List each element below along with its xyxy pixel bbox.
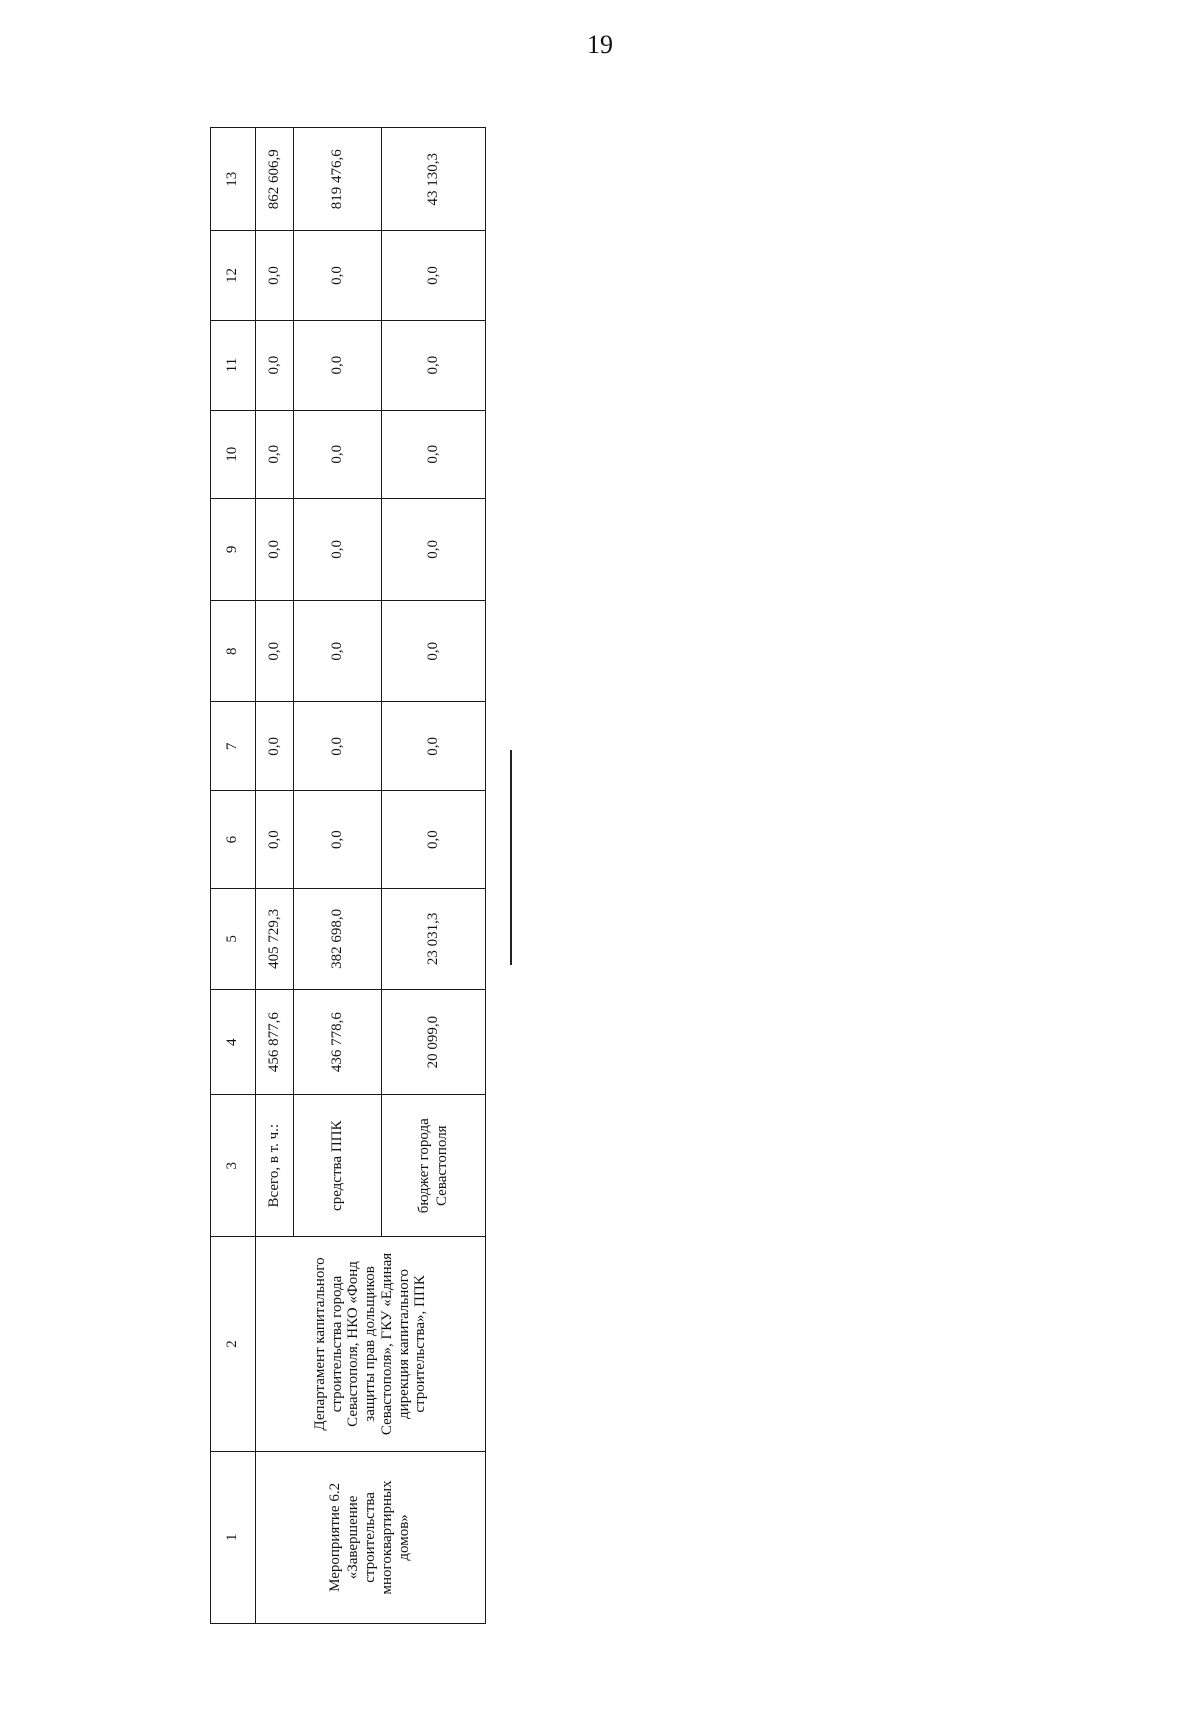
source-cell-total: Всего, в т. ч.: bbox=[256, 1095, 294, 1237]
header-cell-8: 8 bbox=[211, 601, 256, 702]
source-cell-city-budget: бюджет города Севастополя bbox=[382, 1095, 486, 1237]
table-frame bbox=[210, 127, 482, 1624]
header-cell-1: 1 bbox=[211, 1451, 256, 1623]
value-cell-total-6: 0,0 bbox=[256, 791, 294, 888]
value-cell-ppk-11: 0,0 bbox=[294, 320, 382, 410]
value-cell-ppk-13: 819 476,6 bbox=[294, 128, 382, 231]
value-cell-ppk-7: 0,0 bbox=[294, 702, 382, 791]
value-cell-ppk-8: 0,0 bbox=[294, 601, 382, 702]
source-cell-ppk: средства ППК bbox=[294, 1095, 382, 1237]
value-cell-ppk-10: 0,0 bbox=[294, 410, 382, 498]
header-cell-4: 4 bbox=[211, 989, 256, 1094]
value-cell-ppk-4: 436 778,6 bbox=[294, 989, 382, 1094]
value-cell-city-6: 0,0 bbox=[382, 791, 486, 888]
value-cell-city-5: 23 031,3 bbox=[382, 888, 486, 989]
header-cell-7: 7 bbox=[211, 702, 256, 791]
value-cell-city-11: 0,0 bbox=[382, 320, 486, 410]
header-cell-5: 5 bbox=[211, 888, 256, 989]
header-cell-12: 12 bbox=[211, 231, 256, 320]
value-cell-ppk-6: 0,0 bbox=[294, 791, 382, 888]
header-cell-13: 13 bbox=[211, 128, 256, 231]
header-cell-11: 11 bbox=[211, 320, 256, 410]
value-cell-city-7: 0,0 bbox=[382, 702, 486, 791]
table-header-row bbox=[211, 128, 256, 1624]
value-cell-city-10: 0,0 bbox=[382, 410, 486, 498]
value-cell-city-12: 0,0 bbox=[382, 231, 486, 320]
header-cell-2: 2 bbox=[211, 1237, 256, 1452]
value-cell-ppk-5: 382 698,0 bbox=[294, 888, 382, 989]
value-cell-city-8: 0,0 bbox=[382, 601, 486, 702]
event-name-cell: Мероприятие 6.2 «Завершение строительства многоквартирных домов» bbox=[256, 1451, 486, 1623]
value-cell-city-4: 20 099,0 bbox=[382, 989, 486, 1094]
budget-table bbox=[210, 127, 486, 1624]
value-cell-ppk-9: 0,0 bbox=[294, 498, 382, 600]
value-cell-city-9: 0,0 bbox=[382, 498, 486, 600]
value-cell-ppk-12: 0,0 bbox=[294, 231, 382, 320]
value-cell-total-5: 405 729,3 bbox=[256, 888, 294, 989]
value-cell-total-13: 862 606,9 bbox=[256, 128, 294, 231]
executors-cell: Департамент капитального строительства города Севастополя, НКО «Фонд защиты прав дольщиков Севастополя», ГКУ «Единая дирекция капитального строительства», ППК bbox=[256, 1237, 486, 1452]
page-number: 19 bbox=[587, 30, 613, 59]
value-cell-total-8: 0,0 bbox=[256, 601, 294, 702]
value-cell-total-7: 0,0 bbox=[256, 702, 294, 791]
value-cell-city-13: 43 130,3 bbox=[382, 128, 486, 231]
header-cell-3: 3 bbox=[211, 1095, 256, 1237]
value-cell-total-12: 0,0 bbox=[256, 231, 294, 320]
end-of-table-line bbox=[510, 750, 512, 965]
rotated-table-container bbox=[210, 127, 482, 1624]
header-cell-10: 10 bbox=[211, 410, 256, 498]
value-cell-total-4: 456 877,6 bbox=[256, 989, 294, 1094]
table-row-total bbox=[256, 128, 294, 1624]
header-cell-6: 6 bbox=[211, 791, 256, 888]
header-cell-9: 9 bbox=[211, 498, 256, 600]
value-cell-total-10: 0,0 bbox=[256, 410, 294, 498]
value-cell-total-11: 0,0 bbox=[256, 320, 294, 410]
value-cell-total-9: 0,0 bbox=[256, 498, 294, 600]
